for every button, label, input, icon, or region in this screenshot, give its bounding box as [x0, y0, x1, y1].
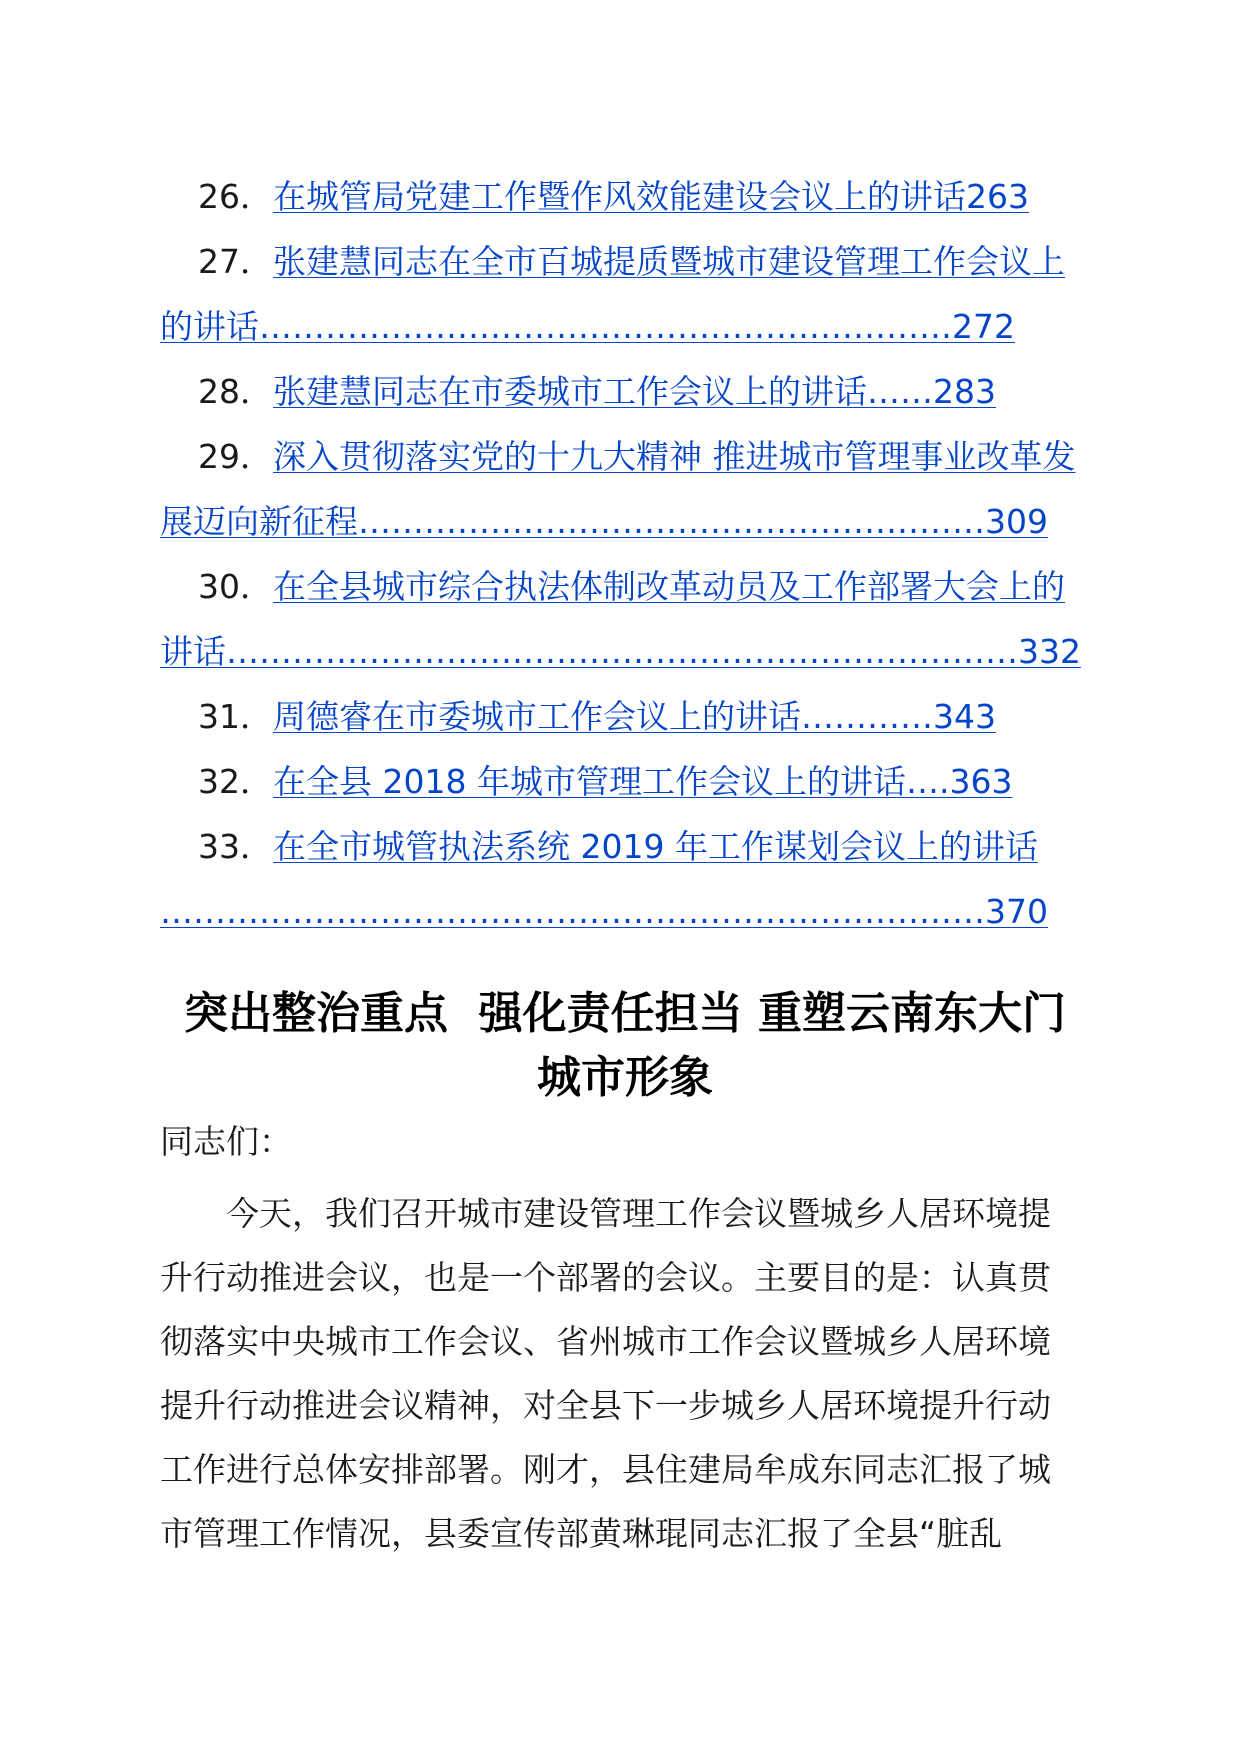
paragraph-line: 提升行动推进会议精神，对全县下一步城乡人居环境提升行动 — [160, 1386, 1051, 1425]
toc-entry-30 — [160, 554, 1090, 619]
toc-entry-32 — [160, 749, 1090, 814]
toc-link-29-cont[interactable]: 展迈向新征程…………………………………………………309 — [160, 502, 1048, 541]
toc-number: 32． — [198, 762, 273, 801]
toc-entry-28 — [160, 359, 1090, 424]
toc-number: 27． — [198, 242, 273, 281]
toc-link-27[interactable]: 张建慧同志在全市百城提质暨城市建设管理工作会议上 — [273, 242, 1065, 281]
toc-number: 31． — [198, 697, 273, 736]
article-title — [160, 982, 1090, 1110]
toc-entry-27 — [160, 229, 1090, 294]
toc-entry-29-continued — [160, 489, 1090, 554]
toc-link-33[interactable]: 在全市城管执法系统 2019 年工作谋划会议上的讲话 — [273, 827, 1038, 866]
toc-link-27-cont[interactable]: 的讲话………………………………………………………272 — [160, 307, 1015, 346]
toc-entry-31 — [160, 684, 1090, 749]
body-paragraph — [160, 1182, 1090, 1566]
toc-number: 26． — [198, 177, 273, 216]
toc-entry-33 — [160, 814, 1090, 879]
salutation: 同志们： — [160, 1122, 292, 1161]
article-title-line-2: 城市形象 — [537, 1052, 713, 1103]
toc-number: 29． — [198, 437, 273, 476]
toc-entry-26 — [160, 164, 1090, 229]
toc-link-30-cont[interactable]: 讲话………………………………………………………………332 — [160, 632, 1081, 671]
article-title-line-1: 突出整治重点 强化责任担当 重塑云南东大门 — [184, 988, 1066, 1039]
toc-number: 30． — [198, 567, 273, 606]
table-of-contents — [160, 164, 1090, 944]
toc-link-26[interactable]: 在城管局党建工作暨作风效能建设会议上的讲话263 — [273, 177, 1029, 216]
paragraph-line: 今天，我们召开城市建设管理工作会议暨城乡人居环境提 — [226, 1194, 1051, 1233]
toc-link-30[interactable]: 在全县城市综合执法体制改革动员及工作部署大会上的 — [273, 567, 1065, 606]
paragraph-line: 彻落实中央城市工作会议、省州城市工作会议暨城乡人居环境 — [160, 1322, 1051, 1361]
toc-entry-27-continued — [160, 294, 1090, 359]
toc-link-29[interactable]: 深入贯彻落实党的十九大精神 推进城市管理事业改革发 — [273, 437, 1076, 476]
toc-number: 33． — [198, 827, 273, 866]
page-content — [160, 164, 1090, 1566]
toc-entry-33-continued — [160, 879, 1090, 944]
toc-entry-30-continued — [160, 619, 1090, 684]
toc-entry-29 — [160, 424, 1090, 489]
toc-number: 28． — [198, 372, 273, 411]
paragraph-line: 工作进行总体安排部署。刚才，县住建局牟成东同志汇报了城 — [160, 1450, 1051, 1489]
toc-link-33-cont[interactable]: …………………………………………………………………370 — [160, 892, 1048, 931]
paragraph-line: 市管理工作情况，县委宣传部黄琳琨同志汇报了全县“脏乱 — [160, 1514, 1003, 1553]
paragraph-line: 升行动推进会议，也是一个部署的会议。主要目的是：认真贯 — [160, 1258, 1051, 1297]
toc-link-32[interactable]: 在全县 2018 年城市管理工作会议上的讲话….363 — [273, 762, 1013, 801]
toc-link-31[interactable]: 周德睿在市委城市工作会议上的讲话…………343 — [273, 697, 996, 736]
toc-link-28[interactable]: 张建慧同志在市委城市工作会议上的讲话……283 — [273, 372, 996, 411]
